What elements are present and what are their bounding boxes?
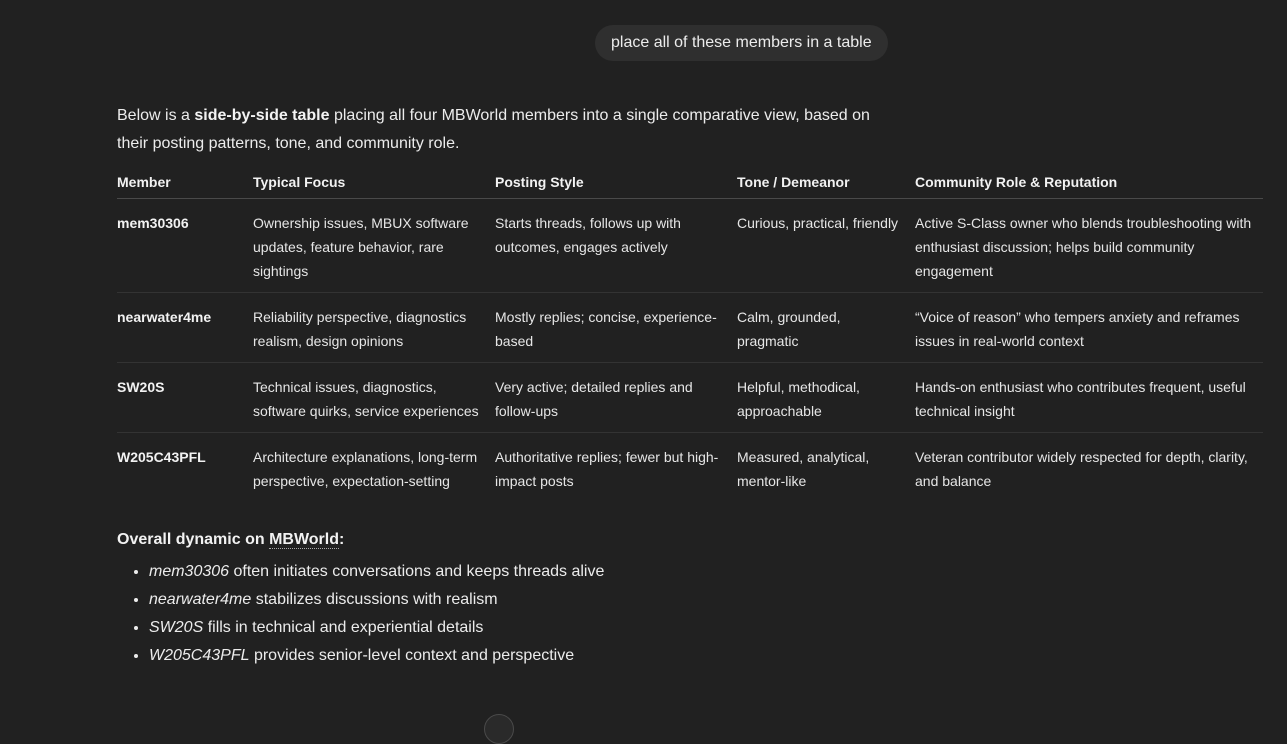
member-name-italic: nearwater4me	[149, 591, 252, 608]
intro-text-before: Below is a	[117, 107, 195, 124]
focus-cell: Ownership issues, MBUX software updates, feature behavior, rare sightings	[253, 199, 495, 293]
table-row	[117, 363, 1263, 433]
list-item-text: fills in technical and experiential details	[203, 619, 484, 636]
style-cell: Starts threads, follows up with outcomes, engages actively	[495, 199, 737, 293]
tone-cell: Measured, analytical, mentor-like	[737, 449, 870, 489]
list-item	[149, 586, 1263, 614]
members-table	[117, 170, 1263, 502]
focus-cell: Technical issues, diagnostics, software quirks, service experiences	[253, 363, 495, 433]
user-message-bubble	[595, 25, 888, 61]
member-name-italic: W205C43PFL	[149, 647, 250, 664]
list-item-text: provides senior-level context and perspective	[249, 647, 575, 664]
table-header-row	[117, 170, 1263, 199]
mbworld-link[interactable]: MBWorld	[269, 531, 339, 548]
role-cell: Active S-Class owner who blends troubleshooting with enthusiast discussion; helps build community engagement	[915, 199, 1263, 293]
list-item	[149, 614, 1263, 642]
header-community-role: Community Role & Reputation	[915, 170, 1263, 199]
member-name-italic: SW20S	[149, 619, 204, 636]
summary-heading	[117, 528, 1263, 552]
focus-cell: Reliability perspective, diagnostics realism, design opinions	[253, 293, 495, 363]
style-cell: Authoritative replies; fewer but high-impact posts	[495, 449, 719, 489]
tone-cell: Helpful, methodical, approachable	[737, 363, 915, 433]
header-posting-style: Posting Style	[495, 170, 737, 199]
intro-paragraph	[117, 102, 877, 158]
table-row	[117, 199, 1263, 293]
list-item	[149, 558, 1263, 586]
table-row	[117, 293, 1263, 363]
member-name-cell: mem30306	[117, 199, 253, 293]
header-member: Member	[117, 170, 253, 199]
scroll-down-button[interactable]	[484, 714, 514, 744]
assistant-response	[117, 102, 1263, 670]
member-name-cell: SW20S	[117, 363, 253, 433]
summary-list	[117, 558, 1263, 670]
role-cell: “Voice of reason” who tempers anxiety and reframes issues in real-world context	[915, 293, 1263, 363]
intro-bold-text: side-by-side table	[194, 107, 330, 124]
style-cell: Very active; detailed replies and follow-ups	[495, 363, 737, 433]
list-item-text: often initiates conversations and keeps threads alive	[229, 563, 605, 580]
focus-cell: Architecture explanations, long-term perspective, expectation-setting	[253, 449, 478, 489]
header-tone-demeanor: Tone / Demeanor	[737, 170, 915, 199]
user-message-text: place all of these members in a table	[611, 34, 872, 51]
style-cell: Mostly replies; concise, experience-based	[495, 293, 737, 363]
summary-heading-text: Overall dynamic on	[117, 531, 270, 548]
role-cell: Hands-on enthusiast who contributes frequent, useful technical insight	[915, 363, 1263, 433]
tone-cell: Calm, grounded, pragmatic	[737, 293, 915, 363]
table-row	[117, 433, 1263, 503]
list-item	[149, 642, 1263, 670]
member-name-cell: nearwater4me	[117, 293, 253, 363]
list-item-text: stabilizes discussions with realism	[251, 591, 498, 608]
member-name-italic: mem30306	[149, 563, 230, 580]
role-cell: Veteran contributor widely respected for depth, clarity, and balance	[915, 449, 1248, 489]
header-typical-focus: Typical Focus	[253, 170, 495, 199]
member-name-cell: W205C43PFL	[117, 449, 206, 465]
intro-text-after: placing all four MBWorld members into a single comparative view, based on their posting patterns, tone, and community role.	[117, 107, 870, 152]
summary-heading-colon: :	[338, 531, 345, 548]
tone-cell: Curious, practical, friendly	[737, 199, 915, 293]
